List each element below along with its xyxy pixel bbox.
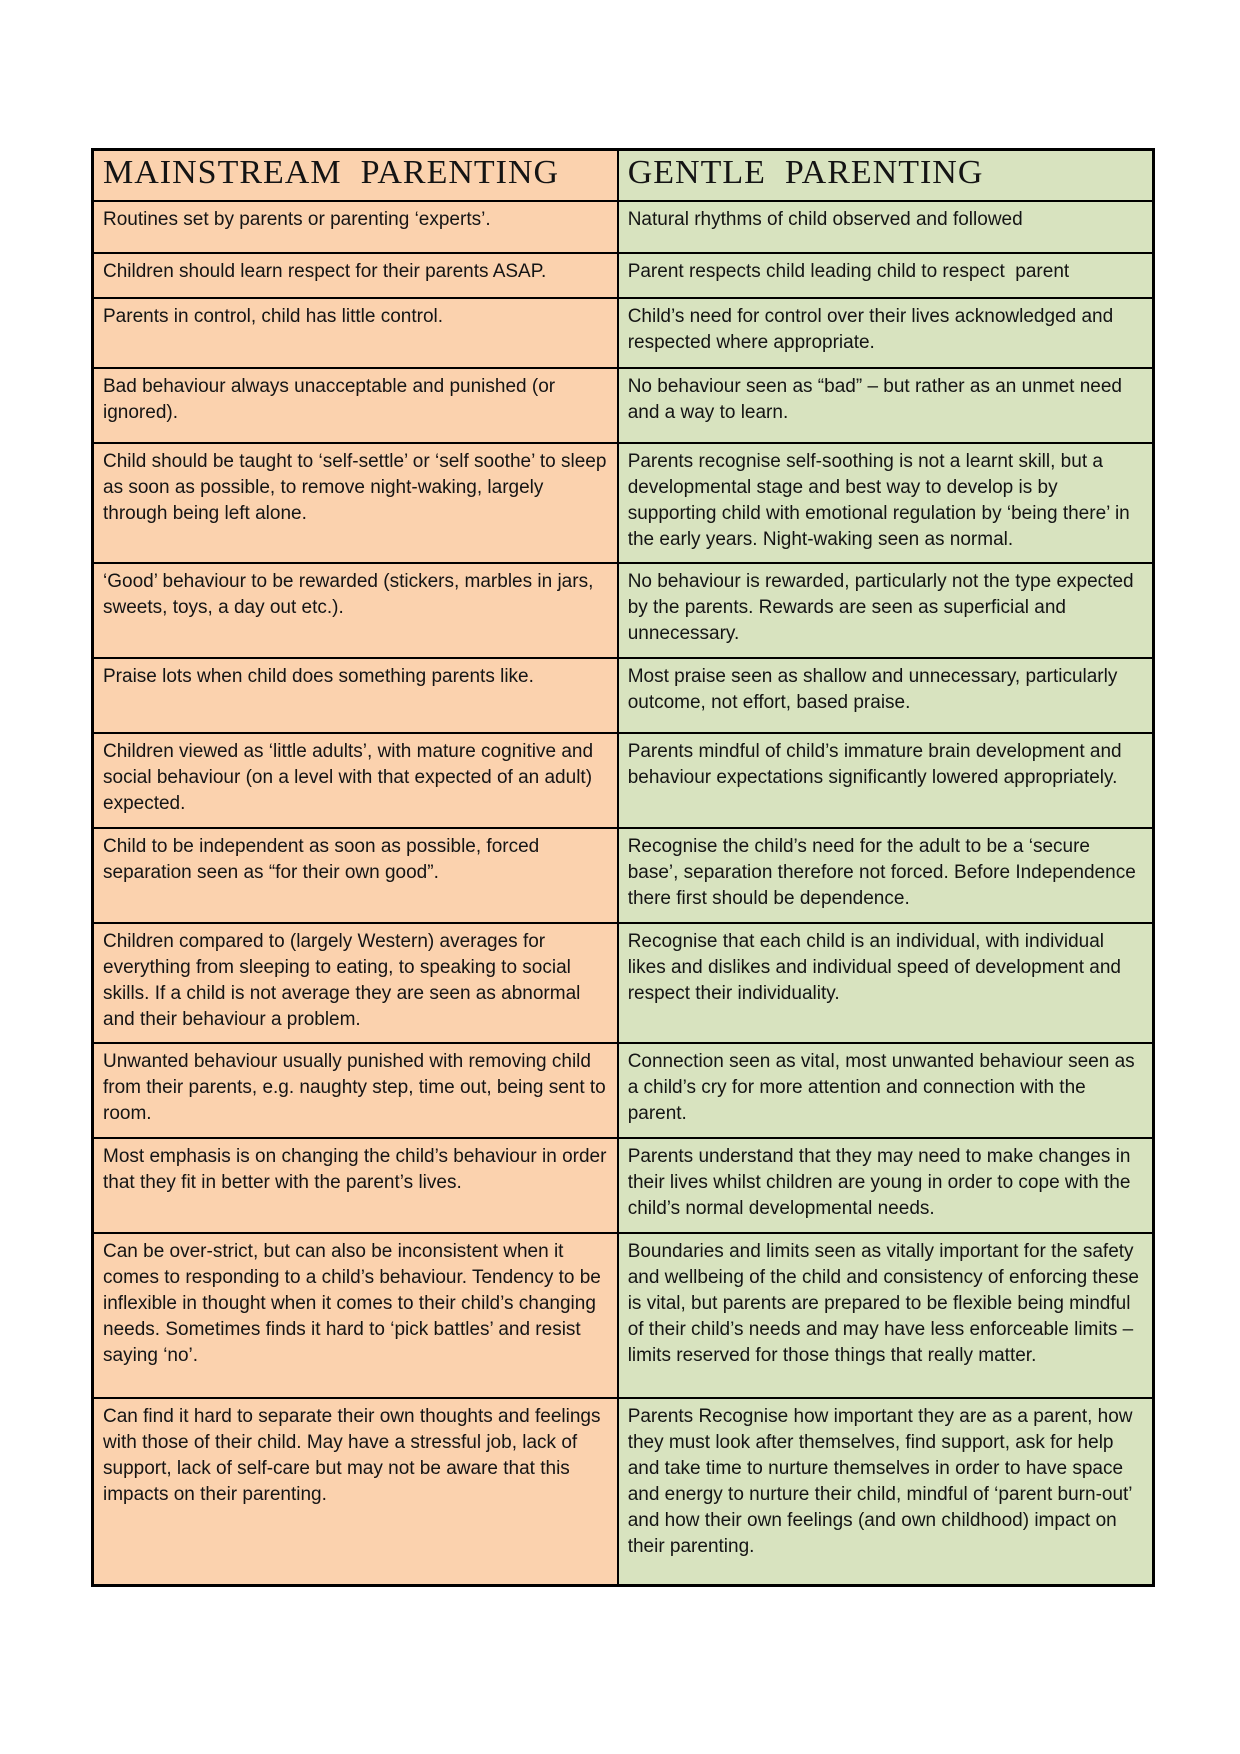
table-row (93, 1138, 1154, 1233)
column-header-gentle-parenting: GENTLE PARENTING (618, 150, 1154, 202)
cell-gentle-parenting: Recognise the child’s need for the adult to be a ‘secure base’, separation therefore not forced. Before Independence there first should be dependence. (618, 828, 1154, 923)
cell-mainstream-parenting: Praise lots when child does something parents like. (93, 658, 618, 733)
table-body (93, 201, 1154, 1585)
cell-gentle-parenting: Parents mindful of child’s immature brain development and behaviour expectations significantly lowered appropriately. (618, 733, 1154, 828)
cell-mainstream-parenting: Children viewed as ‘little adults’, with mature cognitive and social behaviour (on a level with that expected of an adult) expected. (93, 733, 618, 828)
cell-gentle-parenting: Natural rhythms of child observed and followed (618, 201, 1154, 253)
cell-gentle-parenting: Boundaries and limits seen as vitally important for the safety and wellbeing of the child and consistency of enforcing these is vital, but parents are prepared to be flexible being mindful of their child’s needs and may have less enforceable limits – limits reserved for those things that really matter. (618, 1233, 1154, 1398)
cell-mainstream-parenting: Parents in control, child has little control. (93, 298, 618, 368)
table-row (93, 298, 1154, 368)
table-row (93, 1043, 1154, 1138)
cell-mainstream-parenting: Bad behaviour always unacceptable and punished (or ignored). (93, 368, 618, 443)
cell-gentle-parenting: Connection seen as vital, most unwanted behaviour seen as a child’s cry for more attention and connection with the parent. (618, 1043, 1154, 1138)
cell-gentle-parenting: No behaviour seen as “bad” – but rather as an unmet need and a way to learn. (618, 368, 1154, 443)
table-row (93, 828, 1154, 923)
cell-mainstream-parenting: Can be over-strict, but can also be inconsistent when it comes to responding to a child’s behaviour. Tendency to be inflexible in thought when it comes to their child’s changing needs. Sometimes finds it hard to ‘pick battles’ and resist saying ‘no’. (93, 1233, 618, 1398)
cell-gentle-parenting: Parent respects child leading child to respect parent (618, 253, 1154, 298)
parenting-comparison-table (91, 148, 1155, 1587)
cell-mainstream-parenting: ‘Good’ behaviour to be rewarded (stickers, marbles in jars, sweets, toys, a day out etc.). (93, 563, 618, 658)
cell-mainstream-parenting: Can find it hard to separate their own thoughts and feelings with those of their child. May have a stressful job, lack of support, lack of self-care but may not be aware that this impacts on their parenting. (93, 1398, 618, 1585)
table-row (93, 253, 1154, 298)
table-row (93, 733, 1154, 828)
cell-mainstream-parenting: Child to be independent as soon as possible, forced separation seen as “for their own good”. (93, 828, 618, 923)
cell-mainstream-parenting: Children should learn respect for their parents ASAP. (93, 253, 618, 298)
cell-gentle-parenting: No behaviour is rewarded, particularly not the type expected by the parents. Rewards are seen as superficial and unnecessary. (618, 563, 1154, 658)
header-row (93, 150, 1154, 202)
table-row (93, 443, 1154, 563)
column-header-mainstream-parenting: MAINSTREAM PARENTING (93, 150, 618, 202)
cell-mainstream-parenting: Child should be taught to ‘self-settle’ or ‘self soothe’ to sleep as soon as possible, to remove night-waking, largely through being left alone. (93, 443, 618, 563)
cell-mainstream-parenting: Routines set by parents or parenting ‘experts’. (93, 201, 618, 253)
table-row (93, 368, 1154, 443)
table-row (93, 1398, 1154, 1585)
cell-gentle-parenting: Parents understand that they may need to make changes in their lives whilst children are young in order to cope with the child’s normal developmental needs. (618, 1138, 1154, 1233)
cell-gentle-parenting: Parents Recognise how important they are as a parent, how they must look after themselves, find support, ask for help and take time to nurture themselves in order to have space and energy to nurture their child, mindful of ‘parent burn-out’ and how their own feelings (and own childhood) impact on their parenting. (618, 1398, 1154, 1585)
cell-gentle-parenting: Recognise that each child is an individual, with individual likes and dislikes and individual speed of development and respect their individuality. (618, 923, 1154, 1043)
cell-mainstream-parenting: Most emphasis is on changing the child’s behaviour in order that they fit in better with the parent’s lives. (93, 1138, 618, 1233)
comparison-table-container (91, 148, 1155, 1587)
table-row (93, 923, 1154, 1043)
cell-gentle-parenting: Parents recognise self-soothing is not a learnt skill, but a developmental stage and best way to develop is by supporting child with emotional regulation by ‘being there’ in the early years. Night-waking seen as normal. (618, 443, 1154, 563)
table-row (93, 1233, 1154, 1398)
table-row (93, 563, 1154, 658)
cell-mainstream-parenting: Unwanted behaviour usually punished with removing child from their parents, e.g. naughty step, time out, being sent to room. (93, 1043, 618, 1138)
table-row (93, 658, 1154, 733)
cell-gentle-parenting: Child’s need for control over their lives acknowledged and respected where appropriate. (618, 298, 1154, 368)
cell-gentle-parenting: Most praise seen as shallow and unnecessary, particularly outcome, not effort, based praise. (618, 658, 1154, 733)
cell-mainstream-parenting: Children compared to (largely Western) averages for everything from sleeping to eating, to speaking to social skills. If a child is not average they are seen as abnormal and their behaviour a problem. (93, 923, 618, 1043)
table-row (93, 201, 1154, 253)
